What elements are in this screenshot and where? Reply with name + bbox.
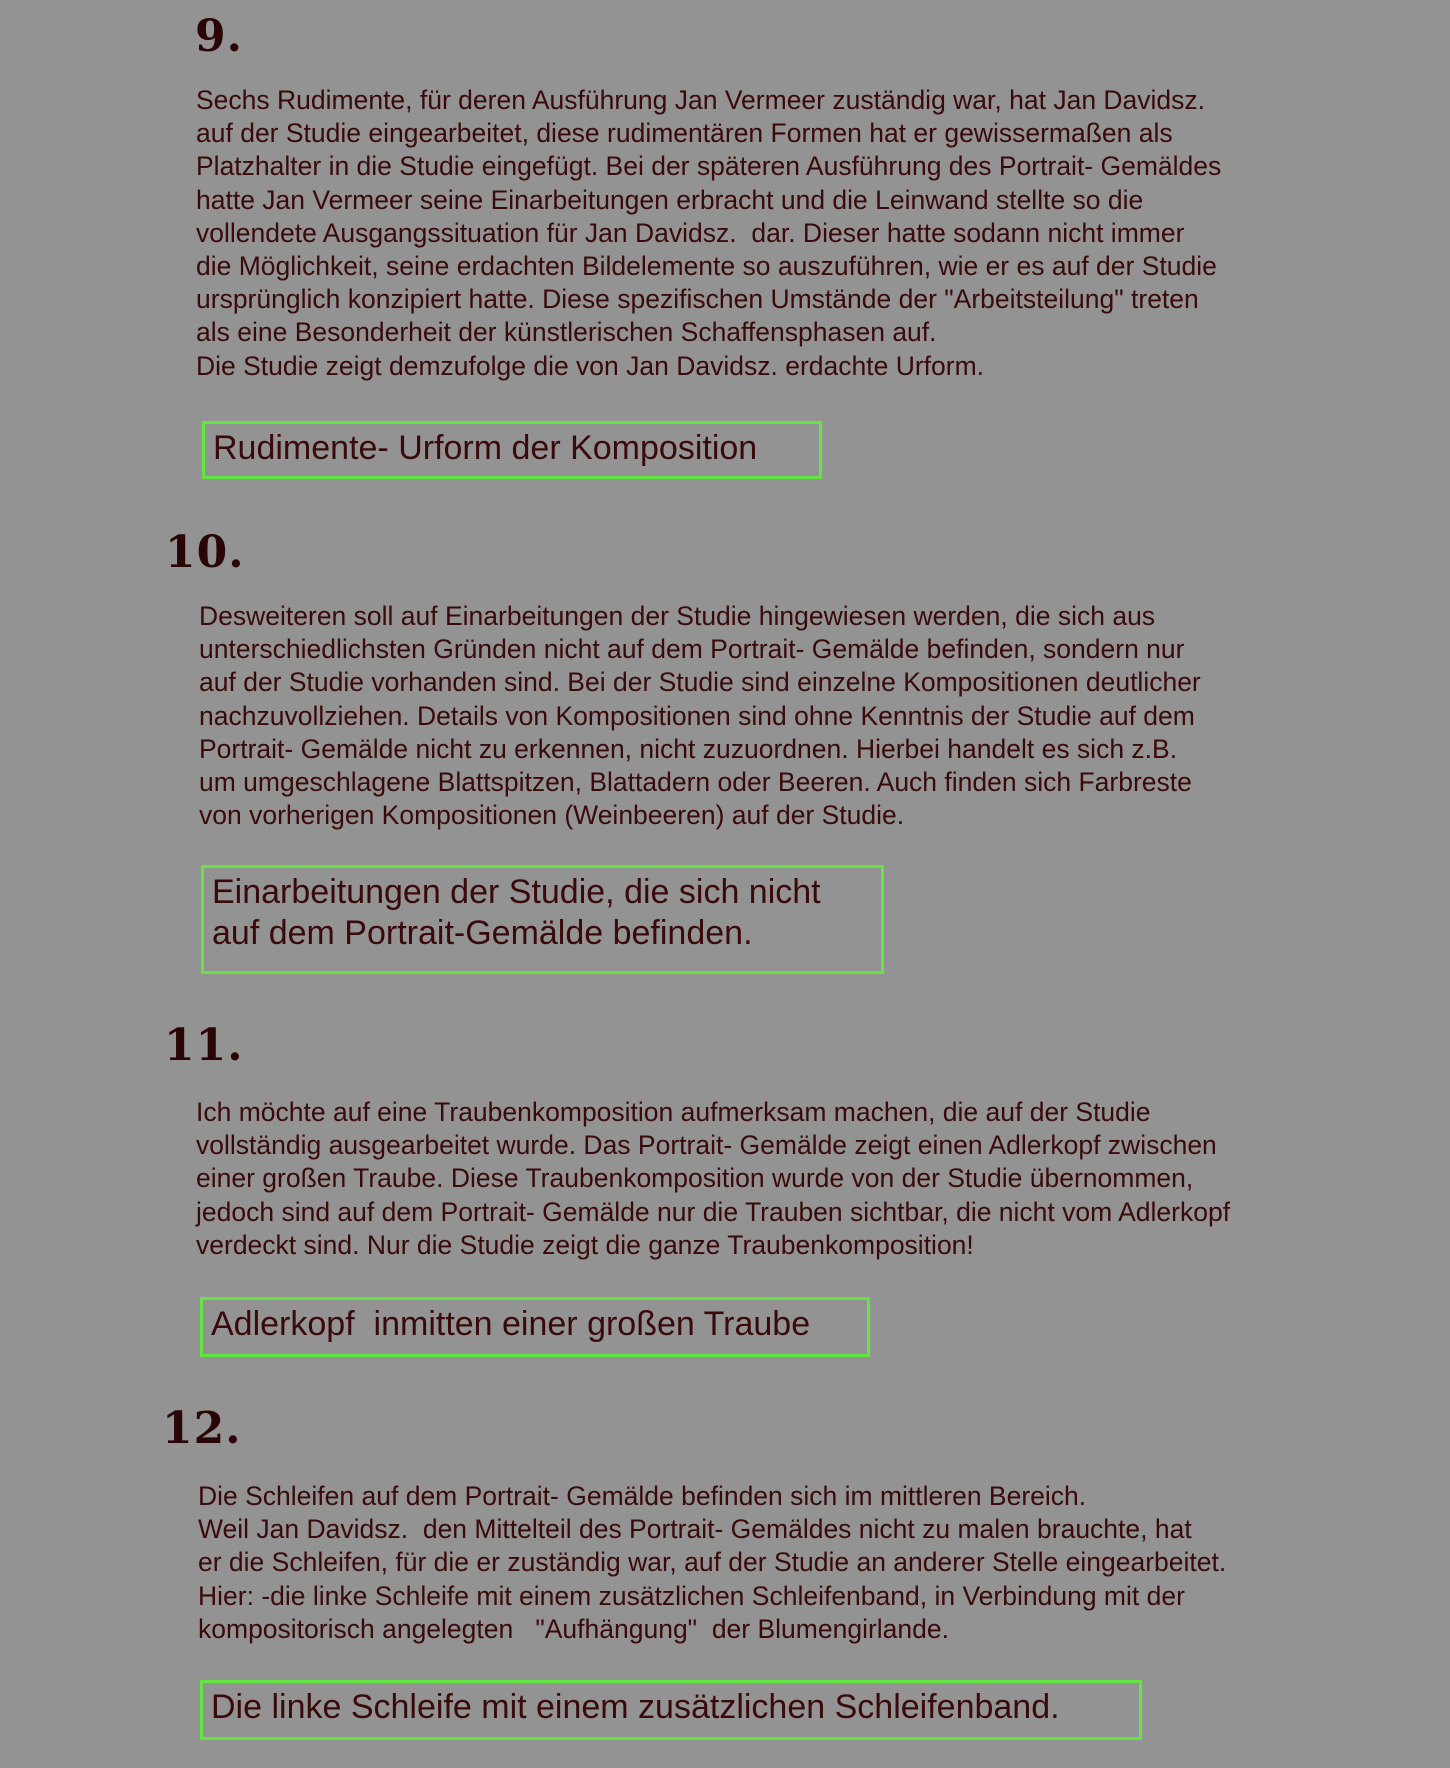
paragraph-line: Portrait- Gemälde nicht zu erkennen, nicht zuzuordnen. Hierbei handelt es sich z.B. — [199, 733, 1178, 764]
paragraph-line: auf der Studie eingearbeitet, diese rudimentären Formen hat er gewissermaßen als — [196, 118, 1173, 149]
paragraph-line: Hier: -die linke Schleife mit einem zusätzlichen Schleifenband, in Verbindung mit der — [198, 1580, 1185, 1611]
paragraph-line: vollendete Ausgangssituation für Jan Davidsz. dar. Dieser hatte sodann nicht immer — [196, 217, 1185, 248]
paragraph-line: vollständig ausgearbeitet wurde. Das Portrait- Gemälde zeigt einen Adlerkopf zwischen — [196, 1130, 1217, 1161]
paragraph-line: einer großen Traube. Diese Traubenkomposition wurde von der Studie übernommen, — [196, 1163, 1194, 1194]
paragraph-line: verdeckt sind. Nur die Studie zeigt die ganze Traubenkomposition! — [196, 1229, 974, 1260]
section-9-caption — [202, 421, 822, 479]
section-12-number: 12. — [162, 1403, 242, 1454]
paragraph-line: jedoch sind auf dem Portrait- Gemälde nur die Trauben sichtbar, die nicht vom Adlerkopf — [196, 1196, 1231, 1227]
paragraph-line: auf der Studie vorhanden sind. Bei der Studie sind einzelne Kompositionen deutlicher — [199, 667, 1201, 698]
paragraph-line: ursprünglich konzipiert hatte. Diese spezifischen Umstände der "Arbeitsteilung" treten — [196, 284, 1199, 315]
section-9-number: 9. — [195, 11, 243, 62]
paragraph-line: Ich möchte auf eine Traubenkomposition aufmerksam machen, die auf der Studie — [196, 1097, 1151, 1127]
paragraph-line: nachzuvollziehen. Details von Kompositionen sind ohne Kenntnis der Studie auf dem — [199, 700, 1195, 731]
paragraph-line: von vorherigen Kompositionen (Weinbeeren) auf der Studie. — [199, 800, 905, 831]
paragraph-line: Platzhalter in die Studie eingefügt. Bei der späteren Ausführung des Portrait- Gemäldes — [196, 151, 1222, 182]
section-11-paragraph — [196, 1096, 1230, 1262]
section-11-number: 11. — [164, 1020, 244, 1071]
paragraph-line: Weil Jan Davidsz. den Mittelteil des Portrait- Gemäldes nicht zu malen brauchte, hat — [198, 1514, 1192, 1545]
paragraph-line: unterschiedlichsten Gründen nicht auf dem Portrait- Gemälde befinden, sondern nur — [199, 634, 1185, 665]
section-10-caption — [201, 865, 884, 974]
section-12-caption — [200, 1680, 1142, 1740]
caption-line: Rudimente- Urform der Komposition — [213, 429, 758, 467]
section-10-paragraph — [199, 600, 1201, 832]
section-11-caption — [200, 1297, 870, 1357]
paragraph-line: um umgeschlagene Blattspitzen, Blattadern oder Beeren. Auch finden sich Farbreste — [199, 767, 1192, 798]
paragraph-line: Die Schleifen auf dem Portrait- Gemälde befinden sich im mittleren Bereich. — [198, 1481, 1087, 1511]
paragraph-line: hatte Jan Vermeer seine Einarbeitungen erbracht und die Leinwand stellte so die — [196, 184, 1144, 215]
paragraph-line: Desweiteren soll auf Einarbeitungen der Studie hingewiesen werden, die sich aus — [199, 601, 1156, 631]
paragraph-line: kompositorisch angelegten "Aufhängung" der Blumengirlande. — [198, 1613, 949, 1644]
paragraph-line: Die Studie zeigt demzufolge die von Jan Davidsz. erdachte Urform. — [196, 350, 985, 381]
paragraph-line: er die Schleifen, für die er zuständig war, auf der Studie an anderer Stelle eingearbeitet. — [198, 1547, 1227, 1578]
paragraph-line: die Möglichkeit, seine erdachten Bildelemente so auszuführen, wie er es auf der Studie — [196, 251, 1217, 282]
section-9-paragraph — [196, 84, 1221, 383]
section-10-number: 10. — [165, 527, 245, 578]
section-12-paragraph — [198, 1480, 1226, 1646]
caption-line: Adlerkopf inmitten einer großen Traube — [211, 1305, 811, 1343]
caption-line: Einarbeitungen der Studie, die sich nicht — [212, 873, 821, 911]
caption-line: auf dem Portrait-Gemälde befinden. — [212, 914, 753, 952]
paragraph-line: Sechs Rudimente, für deren Ausführung Jan Vermeer zuständig war, hat Jan Davidsz. — [196, 85, 1206, 115]
paragraph-line: als eine Besonderheit der künstlerischen Schaffensphasen auf. — [196, 317, 937, 348]
caption-line: Die linke Schleife mit einem zusätzlichen Schleifenband. — [211, 1688, 1060, 1726]
